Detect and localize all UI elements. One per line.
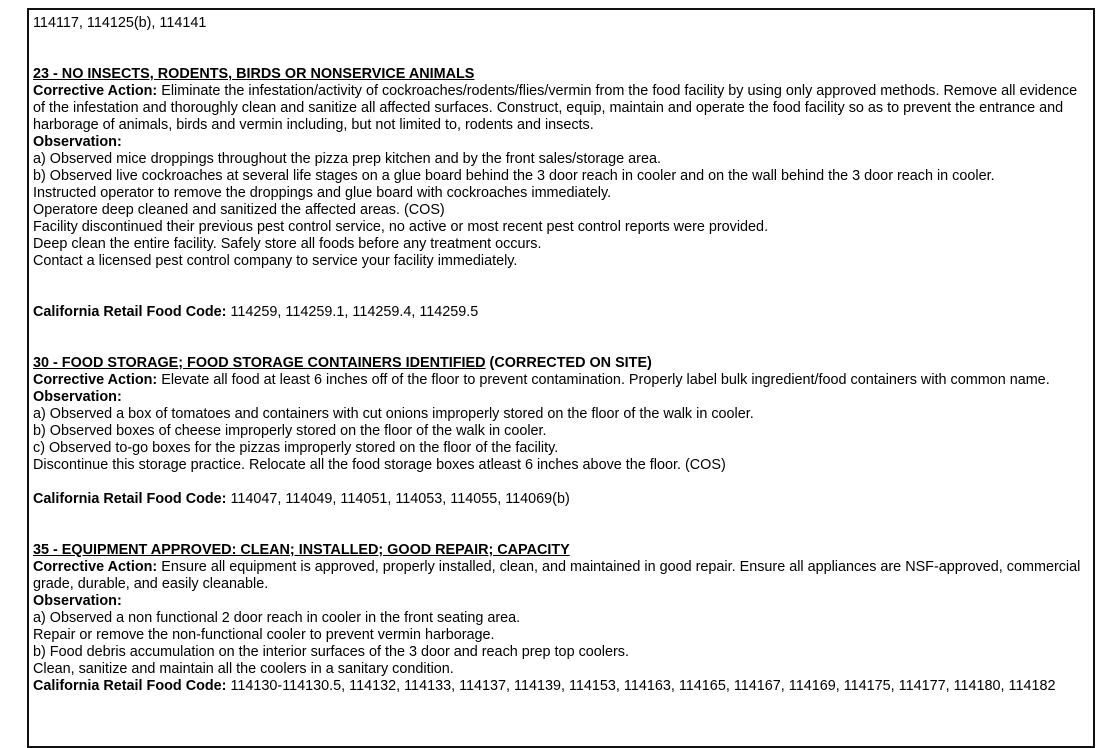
- corrective-action-label: Corrective Action:: [33, 83, 158, 99]
- section-title-text: 23 - NO INSECTS, RODENTS, BIRDS OR NONSERVICE ANIMALS: [33, 66, 475, 82]
- observation-line: a) Observed mice droppings throughout the pizza prep kitchen and by the front sales/storage area.: [33, 151, 661, 167]
- violation-section-23: [33, 66, 1089, 321]
- corrective-action: [33, 559, 1089, 593]
- report-frame: [27, 8, 1095, 748]
- observation-line: Facility discontinued their previous pest control service, no active or most recent pest control reports were provided.: [33, 219, 769, 235]
- observation-label: Observation:: [33, 389, 122, 405]
- corrective-action-text: Ensure all equipment is approved, properly installed, clean, and maintained in good repair. Ensure all appliances are NSF-approved, commercial grade, durable, and easily cleanable.: [33, 559, 1081, 592]
- observation-line: Repair or remove the non-functional cooler to prevent vermin harborage.: [33, 627, 495, 643]
- code-label: California Retail Food Code:: [33, 304, 227, 320]
- code-reference: [33, 304, 1089, 321]
- code-reference: [33, 678, 1089, 695]
- violation-section-35: [33, 542, 1089, 695]
- code-values: 114130-114130.5, 114132, 114133, 114137, 114139, 114153, 114163, 114165, 114167, 114169, 114175, 114177, 114180, 114182: [230, 678, 1056, 694]
- observation-line: b) Observed boxes of cheese improperly stored on the floor of the walk in cooler.: [33, 423, 547, 439]
- code-label: California Retail Food Code:: [33, 491, 227, 507]
- observation-line: a) Observed a box of tomatoes and containers with cut onions improperly stored on the floor of the walk in cooler.: [33, 406, 754, 422]
- observation-line: Contact a licensed pest control company to service your facility immediately.: [33, 253, 518, 269]
- section-title-text: 35 - EQUIPMENT APPROVED: CLEAN; INSTALLED; GOOD REPAIR; CAPACITY: [33, 542, 570, 558]
- section-title: [33, 355, 1089, 372]
- code-values: 114259, 114259.1, 114259.4, 114259.5: [230, 304, 479, 320]
- observation-line: Clean, sanitize and maintain all the coolers in a sanitary condition.: [33, 661, 454, 677]
- top-code-list: 114117, 114125(b), 114141: [33, 15, 207, 31]
- section-title: [33, 66, 1089, 83]
- observation-line: Operatore deep cleaned and sanitized the affected areas. (COS): [33, 202, 445, 218]
- observation-line: c) Observed to-go boxes for the pizzas improperly stored on the floor of the facility.: [33, 440, 559, 456]
- observation-line: b) Observed live cockroaches at several life stages on a glue board behind the 3 door reach in cooler and on the wall behind the 3 door reach in cooler.: [33, 168, 995, 184]
- corrective-action: [33, 83, 1089, 134]
- observation-line: Deep clean the entire facility. Safely store all foods before any treatment occurs.: [33, 236, 542, 252]
- corrective-action-label: Corrective Action:: [33, 559, 158, 575]
- observation-line: b) Food debris accumulation on the interior surfaces of the 3 door and reach prep top coolers.: [33, 644, 629, 660]
- observation-line: Discontinue this storage practice. Relocate all the food storage boxes atleast 6 inches above the floor. (COS): [33, 457, 726, 473]
- section-title-suffix: (CORRECTED ON SITE): [485, 355, 652, 371]
- corrective-action: [33, 372, 1089, 389]
- observation-line: a) Observed a non functional 2 door reach in cooler in the front seating area.: [33, 610, 521, 626]
- code-reference: [33, 491, 1089, 508]
- section-title: [33, 542, 1089, 559]
- section-title-text: 30 - FOOD STORAGE; FOOD STORAGE CONTAINERS IDENTIFIED: [33, 355, 486, 371]
- observation-label: Observation:: [33, 134, 122, 150]
- code-label: California Retail Food Code:: [33, 678, 227, 694]
- observation-label: Observation:: [33, 593, 122, 609]
- violation-section-30: [33, 355, 1089, 508]
- code-values: 114047, 114049, 114051, 114053, 114055, 114069(b): [230, 491, 570, 507]
- observation-line: Instructed operator to remove the droppings and glue board with cockroaches immediately.: [33, 185, 612, 201]
- corrective-action-text: Elevate all food at least 6 inches off of the floor to prevent contamination. Properly label bulk ingredient/food containers with common name.: [161, 372, 1050, 388]
- corrective-action-text: Eliminate the infestation/activity of cockroaches/rodents/flies/vermin from the food facility by using only approved methods. Remove all evidence of the infestation and thoroughly clean and sanitize all affected surfaces. Construct, equip, maintain and operate the food facility so as to prevent the entrance and harborage of animals, birds and vermin including, but not limited to, rodents and insects.: [33, 83, 1078, 133]
- report-content: [29, 10, 1093, 695]
- corrective-action-label: Corrective Action:: [33, 372, 158, 388]
